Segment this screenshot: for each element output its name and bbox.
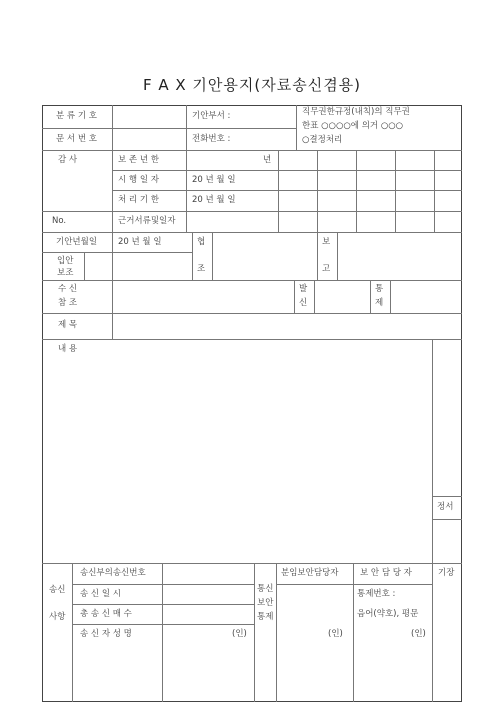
authority-text-3: ○결정처리 [302,135,343,145]
control-footer-label: 통제 [257,612,274,622]
line [112,105,113,313]
line [390,280,391,313]
basis-label: 근거서류및일자 [118,216,176,226]
line [42,211,462,212]
line [72,604,254,605]
coop-label: 협 [197,237,206,247]
authority-text-1: 직무권한규정(내칙)의 직무권 [302,107,410,117]
line [395,150,396,232]
assist-label: 보조 [57,268,74,278]
line [84,252,85,280]
line [432,496,462,497]
enforce-date-label: 시 행 일 자 [118,175,159,185]
line [192,232,193,280]
line [434,150,435,232]
phone-label: 전화번호 : [192,134,231,144]
enforce-date-value: 20 년 월 일 [192,175,236,185]
dept-officer-label: 분임보안담당자 [281,568,339,578]
line [317,232,318,280]
line [72,624,254,625]
doc-no-label: 문 서 번 호 [56,134,97,144]
line [42,280,462,281]
line [254,563,255,702]
no-label: No. [52,216,67,226]
send-label-2: 신 [299,298,308,308]
line [186,105,187,150]
line [162,563,163,702]
cipher-label: 음어(약호), 평문 [357,609,419,619]
sender-seal: (인) [232,629,247,639]
draft-date-value: 20 년 월 일 [118,237,162,247]
line [278,150,279,232]
reference-label: 참 조 [58,298,78,308]
line [212,232,213,280]
line [317,150,318,232]
line [42,313,462,314]
dept-officer-seal: (인) [328,629,343,639]
deadline-label: 처 리 기 한 [118,195,159,205]
send-label: 발 [299,284,308,294]
line [296,105,297,150]
deadline-value: 20 년 월 일 [192,195,236,205]
control-no-label: 통제번호 : [357,589,396,599]
report-label: 보 [322,237,331,247]
officer-seal: (인) [411,629,426,639]
line [276,584,432,585]
send-pages-label: 총 송 신 매 수 [80,609,132,619]
send-no-label: 송신부의송신번호 [80,568,146,578]
matters-label: 사항 [49,612,66,622]
security-label: 보안 [257,598,274,608]
line [186,150,187,232]
audit-label: 감 사 [58,155,78,165]
comm-label: 통신 [257,584,274,594]
line [42,232,462,233]
retention-label: 보 존 년 한 [118,155,159,165]
line [112,190,462,191]
send-datetime-label: 송 신 일 시 [80,589,121,599]
line [314,280,315,313]
line [432,339,433,702]
line [72,563,73,702]
sender-name-label: 송 신 자 성 명 [80,629,132,639]
line [294,280,295,313]
form-title: F A X 기안용지(자료송신겸용) [142,76,362,94]
line [356,150,357,232]
dept-label: 기안부서 : [192,111,231,121]
send-section-label: 송신 [49,585,66,595]
line [42,128,296,129]
line [72,584,254,585]
receive-label: 수 신 [58,284,78,294]
year-label: 년 [263,155,272,165]
line [42,150,462,151]
authority-text-2: 한표 ○○○○에 의거 ○○○ [302,121,404,131]
line [353,563,354,702]
coop-label-2: 조 [197,264,206,274]
subject-label: 제 목 [58,320,78,330]
content-label: 내 용 [58,344,78,354]
recorder-label: 기장 [438,568,455,578]
report-label-2: 고 [322,264,331,274]
control-label: 통 [375,284,384,294]
line [112,170,462,171]
line [432,519,462,520]
draft-date-label: 기안년월일 [56,237,98,247]
line [370,280,371,313]
line [42,252,192,253]
line [112,313,113,339]
officer-label: 보 안 담 당 자 [360,568,412,578]
entry-label: 입안 [57,256,74,266]
control-label-2: 제 [375,298,384,308]
line [276,563,277,702]
line [42,563,462,564]
class-no-label: 분 류 기 호 [56,111,97,121]
line [337,232,338,280]
clean-copy-label: 정서 [437,502,454,512]
line [42,339,462,340]
